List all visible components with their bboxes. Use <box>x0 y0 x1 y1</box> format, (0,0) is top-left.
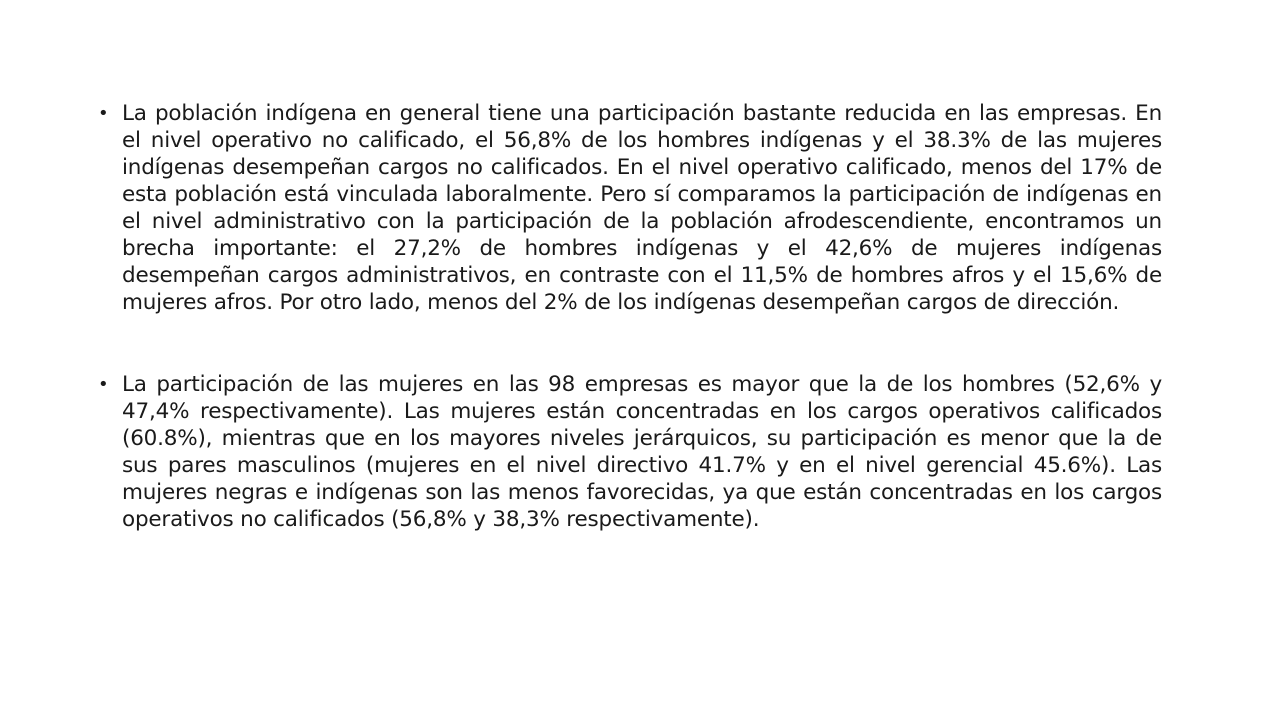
bullet-text: La participación de las mujeres en las 98 empresas es mayor que la de los hombres (52,6% y 47,4% respectivamente). Las mujeres están concentradas en los cargos operativos calificados (60.8%), mientras que en los mayores niveles jerárquicos, su participación es menor que la de sus pares masculinos (mujeres en el nivel directivo 41.7% y en el nivel gerencial 45.6%). Las mujeres negras e indígenas son las menos favorecidas, ya que están concentradas en los cargos operativos no calificados (56,8% y 38,3% respectivamente). <box>122 372 1162 532</box>
bullet-item-indigenous <box>98 100 1162 316</box>
bullet-marker: • <box>98 103 109 124</box>
bullet-text: La población indígena en general tiene una participación bastante reducida en las empresas. En el nivel operativo no calificado, el 56,8% de los hombres indígenas y el 38.3% de las mujeres indígenas desempeñan cargos no calificados. En el nivel operativo calificado, menos del 17% de esta población está vinculada laboralmente. Pero sí comparamos la participación de indígenas en el nivel administrativo con la participación de la población afrodescendiente, encontramos un brecha importante: el 27,2% de hombres indígenas y el 42,6% de mujeres indígenas desempeñan cargos administrativos, en contraste con el 11,5% de hombres afros y el 15,6% de mujeres afros. Por otro lado, menos del 2% de los indígenas desempeñan cargos de dirección. <box>122 101 1162 315</box>
bullet-list <box>98 100 1162 533</box>
bullet-marker: • <box>98 374 109 395</box>
bullet-item-women <box>98 371 1162 533</box>
